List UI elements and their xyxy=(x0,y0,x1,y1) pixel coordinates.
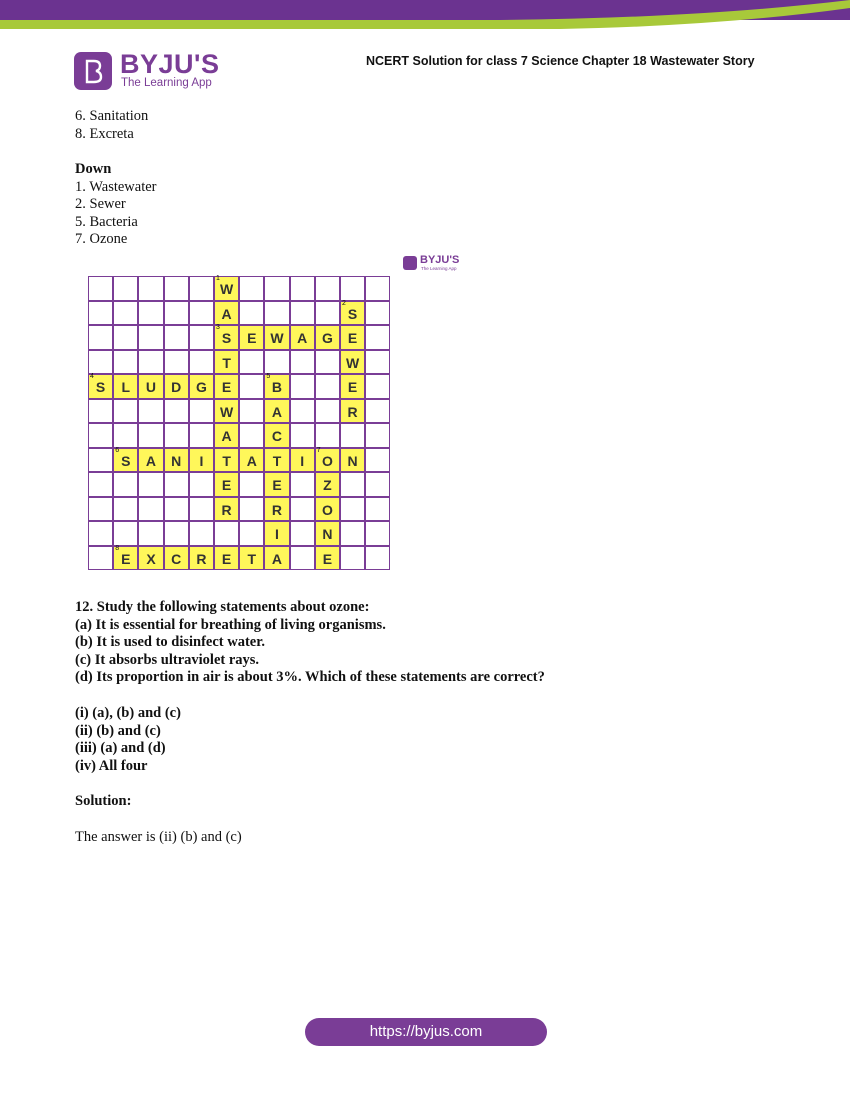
cell-letter: N xyxy=(171,452,182,469)
cell-letter: X xyxy=(146,550,156,567)
crossword-empty-cell xyxy=(113,497,138,522)
crossword-letter-cell xyxy=(239,325,264,350)
crossword-letter-cell xyxy=(315,521,340,546)
crossword-empty-cell xyxy=(164,472,189,497)
crossword-empty-cell xyxy=(290,301,315,326)
option-item: (iv) All four xyxy=(75,757,148,774)
crossword-empty-cell xyxy=(239,301,264,326)
crossword-empty-cell xyxy=(315,301,340,326)
crossword-empty-cell xyxy=(239,472,264,497)
crossword-letter-cell xyxy=(214,399,239,424)
crossword-letter-cell xyxy=(264,399,289,424)
cell-letter: A xyxy=(271,550,283,567)
cell-letter: D xyxy=(171,379,182,395)
crossword-empty-cell xyxy=(164,399,189,424)
figure-logo xyxy=(403,254,473,274)
figure-logo-tagline: The Learning App xyxy=(421,266,457,271)
crossword-letter-cell xyxy=(138,448,163,473)
crossword-letter-cell xyxy=(340,350,365,375)
clue-number: 5 xyxy=(266,373,271,380)
cell-letter: G xyxy=(195,379,207,395)
crossword-empty-cell xyxy=(189,301,214,326)
crossword-empty-cell xyxy=(340,497,365,522)
crossword-empty-cell xyxy=(113,350,138,375)
crossword-empty-cell xyxy=(239,497,264,522)
crossword-letter-cell xyxy=(340,374,365,399)
cell-letter: E xyxy=(221,379,232,395)
crossword-empty-cell xyxy=(88,472,113,497)
crossword-empty-cell xyxy=(290,423,315,448)
cell-letter: O xyxy=(321,452,333,469)
crossword-empty-cell xyxy=(88,301,113,326)
crossword-empty-cell xyxy=(365,276,390,301)
cell-letter: E xyxy=(322,550,333,567)
down-item: 7. Ozone xyxy=(75,231,128,247)
crossword-empty-cell xyxy=(264,301,289,326)
crossword-empty-cell xyxy=(239,399,264,424)
crossword-grid xyxy=(88,276,393,576)
header-banner xyxy=(0,0,850,32)
crossword-empty-cell xyxy=(239,521,264,546)
crossword-empty-cell xyxy=(340,546,365,571)
crossword-letter-cell xyxy=(340,325,365,350)
cell-letter: E xyxy=(272,477,282,493)
cell-letter: L xyxy=(121,379,131,395)
cell-letter: S xyxy=(221,330,232,346)
logo-tagline: The Learning App xyxy=(121,77,212,89)
question-line: (d) Its proportion in air is about 3%. Which of these statements are correct? xyxy=(75,669,545,685)
crossword-empty-cell xyxy=(189,521,214,546)
cell-letter: E xyxy=(247,330,257,346)
crossword-letter-cell xyxy=(214,448,239,473)
question-line: 12. Study the following statements about ozone: xyxy=(75,599,370,615)
cell-letter: A xyxy=(221,428,232,444)
crossword-letter-cell xyxy=(214,472,239,497)
crossword-letter-cell xyxy=(214,276,239,301)
cell-letter: W xyxy=(270,330,284,346)
cell-letter: W xyxy=(219,403,234,420)
crossword-empty-cell xyxy=(189,399,214,424)
crossword-empty-cell xyxy=(290,350,315,375)
crossword-letter-cell xyxy=(264,374,289,399)
cell-letter: S xyxy=(121,452,131,469)
crossword-empty-cell xyxy=(290,546,315,571)
crossword-letter-cell xyxy=(113,546,138,571)
cell-letter: T xyxy=(272,452,282,469)
crossword-empty-cell xyxy=(88,448,113,473)
cell-letter: A xyxy=(246,452,257,469)
crossword-empty-cell xyxy=(315,350,340,375)
cell-letter: W xyxy=(345,354,360,371)
crossword-empty-cell xyxy=(138,301,163,326)
crossword-letter-cell xyxy=(264,448,289,473)
cell-letter: R xyxy=(271,501,283,518)
crossword-letter-cell xyxy=(340,399,365,424)
footer-url-link[interactable]: https://byjus.com xyxy=(305,1018,547,1046)
figure-logo-mark xyxy=(403,256,417,270)
crossword-empty-cell xyxy=(290,374,315,399)
down-list xyxy=(75,161,157,249)
crossword-empty-cell xyxy=(88,325,113,350)
crossword-empty-cell xyxy=(113,399,138,424)
crossword-letter-cell xyxy=(264,325,289,350)
option-item: (iii) (a) and (d) xyxy=(75,740,166,756)
crossword-empty-cell xyxy=(365,472,390,497)
cell-letter: R xyxy=(347,403,358,420)
crossword-empty-cell xyxy=(88,546,113,571)
byjus-logo-mark xyxy=(74,52,112,90)
crossword-letter-cell xyxy=(290,448,315,473)
crossword-empty-cell xyxy=(138,423,163,448)
question-line: (a) It is essential for breathing of living organisms. xyxy=(75,616,386,633)
cell-letter: A xyxy=(271,403,283,420)
across-item: 8. Excreta xyxy=(75,125,134,142)
crossword-letter-cell xyxy=(315,546,340,571)
down-item: 1. Wastewater xyxy=(75,178,157,195)
crossword-empty-cell xyxy=(365,374,390,399)
cell-letter: R xyxy=(221,501,232,518)
crossword-letter-cell xyxy=(88,374,113,399)
crossword-empty-cell xyxy=(113,472,138,497)
crossword-empty-cell xyxy=(113,276,138,301)
crossword-letter-cell xyxy=(315,472,340,497)
cell-letter: Z xyxy=(323,477,332,493)
crossword-empty-cell xyxy=(365,546,390,571)
crossword-empty-cell xyxy=(290,521,315,546)
crossword-empty-cell xyxy=(315,399,340,424)
crossword-empty-cell xyxy=(164,276,189,301)
clue-number: 3 xyxy=(216,324,220,331)
crossword-empty-cell xyxy=(164,350,189,375)
question-line: (b) It is used to disinfect water. xyxy=(75,634,265,650)
cell-letter: E xyxy=(221,477,232,493)
crossword-empty-cell xyxy=(88,423,113,448)
crossword-letter-cell xyxy=(315,448,340,473)
crossword-letter-cell xyxy=(164,374,189,399)
crossword-letter-cell xyxy=(264,472,289,497)
crossword-empty-cell xyxy=(365,497,390,522)
crossword-empty-cell xyxy=(189,325,214,350)
across-list xyxy=(75,108,148,143)
cell-letter: S xyxy=(347,305,358,322)
crossword-empty-cell xyxy=(365,448,390,473)
byjus-logo xyxy=(74,50,234,94)
crossword-letter-cell xyxy=(214,325,239,350)
crossword-empty-cell xyxy=(264,276,289,301)
crossword-empty-cell xyxy=(138,472,163,497)
clue-number: 6 xyxy=(115,446,120,454)
cell-letter: A xyxy=(145,452,157,469)
crossword-letter-cell xyxy=(315,497,340,522)
crossword-empty-cell xyxy=(138,325,163,350)
options-block xyxy=(75,705,181,775)
cell-letter: N xyxy=(347,452,358,469)
crossword-empty-cell xyxy=(189,423,214,448)
crossword-empty-cell xyxy=(365,399,390,424)
cell-letter: G xyxy=(321,330,333,346)
cell-letter: A xyxy=(297,330,308,346)
crossword-empty-cell xyxy=(315,276,340,301)
crossword-letter-cell xyxy=(138,374,163,399)
cell-letter: A xyxy=(221,305,232,322)
crossword-letter-cell xyxy=(340,448,365,473)
crossword-letter-cell xyxy=(264,546,289,571)
crossword-letter-cell xyxy=(214,546,239,571)
crossword-empty-cell xyxy=(290,472,315,497)
crossword-empty-cell xyxy=(365,521,390,546)
clue-number: 8 xyxy=(115,544,120,552)
across-item: 6. Sanitation xyxy=(75,108,149,124)
crossword-letter-cell xyxy=(340,301,365,326)
option-item: (i) (a), (b) and (c) xyxy=(75,705,181,721)
crossword-empty-cell xyxy=(88,276,113,301)
crossword-empty-cell xyxy=(239,423,264,448)
crossword-empty-cell xyxy=(164,521,189,546)
crossword-letter-cell xyxy=(113,374,138,399)
crossword-empty-cell xyxy=(138,497,163,522)
crossword-empty-cell xyxy=(365,423,390,448)
cell-letter: B xyxy=(271,379,283,395)
crossword-empty-cell xyxy=(164,423,189,448)
figure-logo-brand: BYJU'S xyxy=(420,254,460,266)
crossword-empty-cell xyxy=(138,399,163,424)
crossword-empty-cell xyxy=(164,497,189,522)
crossword-empty-cell xyxy=(88,497,113,522)
cell-letter: R xyxy=(196,550,207,567)
crossword-empty-cell xyxy=(365,325,390,350)
crossword-empty-cell xyxy=(138,521,163,546)
clue-number: 4 xyxy=(90,373,94,380)
crossword-letter-cell xyxy=(214,374,239,399)
clue-number: 1 xyxy=(216,275,220,282)
cell-letter: I xyxy=(275,526,279,542)
crossword-letter-cell xyxy=(189,374,214,399)
crossword-empty-cell xyxy=(315,374,340,399)
crossword-empty-cell xyxy=(340,472,365,497)
crossword-letter-cell xyxy=(264,521,289,546)
crossword-letter-cell xyxy=(189,448,214,473)
crossword-empty-cell xyxy=(189,497,214,522)
question-line: (c) It absorbs ultraviolet rays. xyxy=(75,651,260,668)
crossword-empty-cell xyxy=(189,472,214,497)
cell-letter: E xyxy=(347,330,358,346)
crossword-letter-cell xyxy=(164,448,189,473)
cell-letter: W xyxy=(219,281,234,297)
crossword-empty-cell xyxy=(88,399,113,424)
logo-b-icon xyxy=(74,52,112,90)
crossword-empty-cell xyxy=(239,276,264,301)
down-heading: Down xyxy=(75,161,112,177)
crossword-letter-cell xyxy=(113,448,138,473)
crossword-letter-cell xyxy=(138,546,163,571)
cell-letter: U xyxy=(145,379,157,395)
down-item: 5. Bacteria xyxy=(75,213,138,230)
crossword-letter-cell xyxy=(214,497,239,522)
crossword-empty-cell xyxy=(239,350,264,375)
down-item: 2. Sewer xyxy=(75,196,126,212)
cell-letter: T xyxy=(247,550,257,567)
cell-letter: E xyxy=(121,550,131,567)
question-block xyxy=(75,599,545,687)
cell-letter: C xyxy=(271,428,283,444)
crossword-empty-cell xyxy=(113,325,138,350)
crossword-empty-cell xyxy=(290,399,315,424)
crossword-empty-cell xyxy=(164,325,189,350)
crossword-letter-cell xyxy=(239,448,264,473)
cell-letter: E xyxy=(221,550,232,567)
crossword-letter-cell xyxy=(264,497,289,522)
crossword-letter-cell xyxy=(290,325,315,350)
cell-letter: I xyxy=(199,452,204,469)
crossword-empty-cell xyxy=(239,374,264,399)
crossword-empty-cell xyxy=(290,276,315,301)
crossword-empty-cell xyxy=(290,497,315,522)
crossword-empty-cell xyxy=(340,423,365,448)
crossword-empty-cell xyxy=(113,301,138,326)
crossword-letter-cell xyxy=(214,423,239,448)
crossword-empty-cell xyxy=(189,276,214,301)
crossword-empty-cell xyxy=(365,350,390,375)
crossword-empty-cell xyxy=(138,276,163,301)
crossword-letter-cell xyxy=(214,350,239,375)
crossword-empty-cell xyxy=(138,350,163,375)
crossword-letter-cell xyxy=(239,546,264,571)
clue-number: 2 xyxy=(342,299,346,307)
crossword-letter-cell xyxy=(164,546,189,571)
crossword-empty-cell xyxy=(340,521,365,546)
cell-letter: O xyxy=(321,501,333,518)
crossword-letter-cell xyxy=(264,423,289,448)
cell-letter: T xyxy=(222,452,231,469)
cell-letter: I xyxy=(300,452,305,469)
logo-brand: BYJU'S xyxy=(120,49,220,79)
cell-letter: T xyxy=(222,354,231,371)
cell-letter: E xyxy=(347,379,358,395)
clue-number: 7 xyxy=(316,446,321,454)
crossword-empty-cell xyxy=(189,350,214,375)
crossword-letter-cell xyxy=(189,546,214,571)
crossword-empty-cell xyxy=(164,301,189,326)
crossword-letter-cell xyxy=(315,325,340,350)
page-header-title: NCERT Solution for class 7 Science Chapter 18 Wastewater Story xyxy=(366,54,755,68)
solution-heading: Solution: xyxy=(75,793,132,809)
crossword-empty-cell xyxy=(88,521,113,546)
option-item: (ii) (b) and (c) xyxy=(75,722,161,739)
cell-letter: C xyxy=(171,550,182,567)
cell-letter: N xyxy=(322,526,333,542)
crossword-empty-cell xyxy=(365,301,390,326)
solution-answer: The answer is (ii) (b) and (c) xyxy=(75,829,242,845)
cell-letter: S xyxy=(95,379,106,395)
crossword-empty-cell xyxy=(214,521,239,546)
